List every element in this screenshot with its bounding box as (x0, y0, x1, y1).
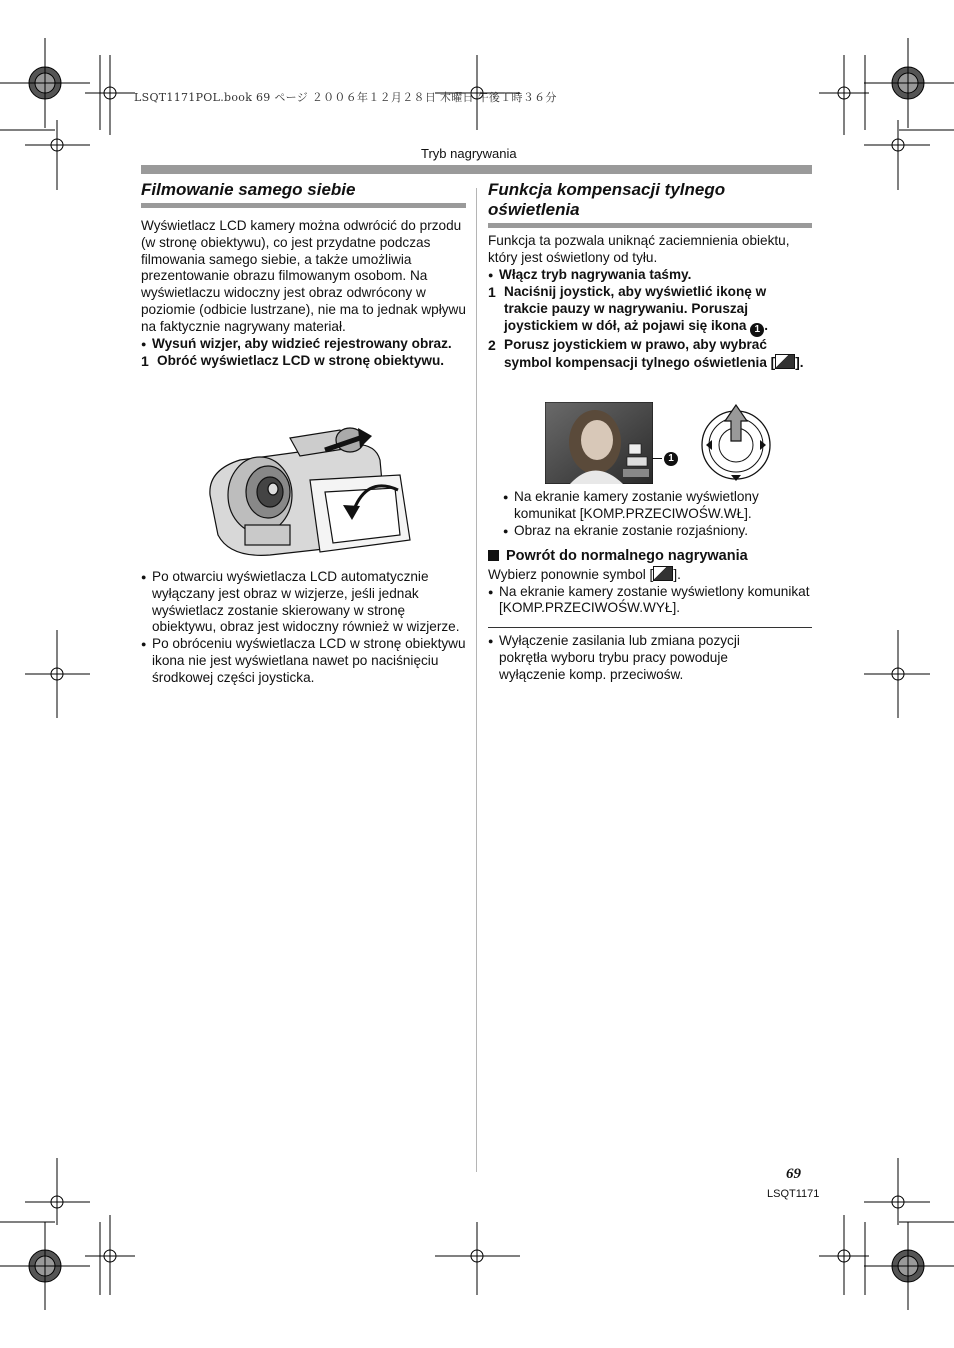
after-image-notes (503, 489, 812, 539)
lcd-screen-photo (545, 402, 653, 484)
backlight-icon (775, 354, 795, 369)
step-number: 1 (488, 284, 496, 301)
note-text: Na ekranie kamery zostanie wyświetlony komunikat [KOMP.PRZECIWOŚW.WYŁ]. (499, 583, 810, 616)
note-text: Po obróceniu wyświetlacza LCD w stronę obiektywu ikona nie jest wyświetlana nawet po naciśnięciu środkowej części joysticka. (152, 636, 466, 685)
crop-mark-icon (25, 1158, 90, 1225)
note-divider (488, 627, 812, 628)
step-2: 2 Porusz joystickiem w prawo, aby wybrać symbol kompensacji tylnego oświetlenia [ ]. (488, 336, 804, 370)
footer-note-block (488, 633, 778, 683)
note (503, 523, 812, 540)
subsection-title (488, 548, 812, 565)
crop-mark-icon (85, 55, 135, 135)
note-text: Po otwarciu wyświetlacza LCD automatycznie wyłączany jest obraz w wizjerze, jeśli jednak wyświetlacz zostanie skierowany w stronę obiektywu, obraz jest widoczny również w wizjerze. (152, 569, 460, 635)
crop-mark-icon (85, 1215, 135, 1295)
sub-text-start: Wybierz ponownie symbol [ (488, 566, 654, 582)
section-rule (488, 223, 812, 228)
note-text: Wyłączenie zasilania lub zmiana pozycji pokrętła wyboru trybu pracy powoduje wyłączenie komp. przeciwośw. (499, 633, 740, 682)
note (141, 569, 466, 636)
step-text: Naciśnij joystick, aby wyświetlić ikonę w trakcie pauzy w nagrywaniu. Poruszaj joystickiem w dół, aż pojawi się ikona (504, 284, 767, 333)
bold-bullet-text: Wysuń wizjer, aby widzieć rejestrowany obraz. (152, 335, 452, 351)
column-divider (476, 188, 477, 1172)
left-column (141, 180, 466, 370)
crop-mark-icon (0, 38, 90, 128)
page-number: 69 (786, 1166, 801, 1182)
intro-text: Wyświetlacz LCD kamery można odwrócić do przodu (w stronę obiektywu), co jest przydatne podczas filmowania samego siebie, a także umożliwia prezentowanie obrazu filmowanym osobom. Na wyświetlaczu widoczny jest obraz odwrócony w poziomie (odbicie lustrzane), nie ma to jednak wpływu na faktycznie nagrywany materiał. (141, 218, 466, 334)
note (141, 636, 466, 686)
bold-bullet-text: Włącz tryb nagrywania taśmy. (499, 266, 692, 282)
crop-mark-icon (864, 1222, 954, 1310)
note (488, 633, 778, 683)
right-column (488, 180, 812, 372)
crop-mark-icon (819, 1215, 869, 1295)
crop-mark-icon (0, 1222, 90, 1310)
step-text: Porusz joystickiem w prawo, aby wybrać symbol kompensacji tylnego oświetlenia (504, 336, 767, 370)
step-number: 2 (488, 336, 496, 353)
section-label: Tryb nagrywania (421, 146, 517, 161)
step-1 (141, 353, 466, 370)
sub-text (488, 566, 812, 584)
note-text: Obraz na ekranie zostanie rozjaśniony. (514, 522, 748, 538)
backlight-icon (653, 566, 673, 581)
bold-bullet (141, 336, 466, 353)
note (503, 489, 812, 523)
section-title: Funkcja kompensacji tylnego oświetlenia (488, 180, 726, 219)
section-rule (141, 203, 466, 208)
crop-mark-icon (435, 1222, 520, 1295)
marker-icon: 1 (750, 323, 764, 337)
step-text: Obróć wyświetlacz LCD w stronę obiektywu. (157, 353, 445, 369)
bold-bullet (488, 267, 812, 284)
note (488, 584, 812, 618)
left-notes (141, 569, 466, 687)
document-code: LSQT1171 (767, 1188, 820, 1200)
intro-text: Funkcja ta pozwala uniknąć zaciemnienia obiektu, który jest oświetlony od tyłu. (488, 233, 790, 265)
crop-mark-icon (864, 38, 954, 128)
return-normal-section (488, 548, 812, 617)
crop-mark-icon (864, 1158, 930, 1225)
section-title: Filmowanie samego siebie (141, 180, 356, 199)
crop-mark-icon (819, 55, 869, 135)
camcorder-illustration (200, 420, 430, 570)
header-bar (141, 165, 812, 174)
crop-mark-icon (25, 630, 90, 718)
step-number: 1 (141, 353, 149, 370)
sub-text-end: ]. (673, 566, 681, 582)
book-info-line: LSQT1171POL.book 69 ページ ２００６年１２月２８日 木曜日 午後１時３６分 (134, 91, 557, 104)
subsection-title-text: Powrót do normalnego nagrywania (506, 548, 748, 564)
square-bullet-icon (488, 550, 499, 561)
screen-marker-icon: 1 (664, 452, 678, 466)
joystick-icon (698, 403, 774, 483)
step-1: 1 Naciśnij joystick, aby wyświetlić ikonę w trakcie pauzy w nagrywaniu. Poruszaj joystickiem w dół, aż pojawi się ikona 1 . (488, 284, 769, 335)
note-text: Na ekranie kamery zostanie wyświetlony komunikat [KOMP.PRZECIWOŚW.WŁ]. (514, 489, 759, 521)
crop-mark-icon (864, 630, 930, 718)
